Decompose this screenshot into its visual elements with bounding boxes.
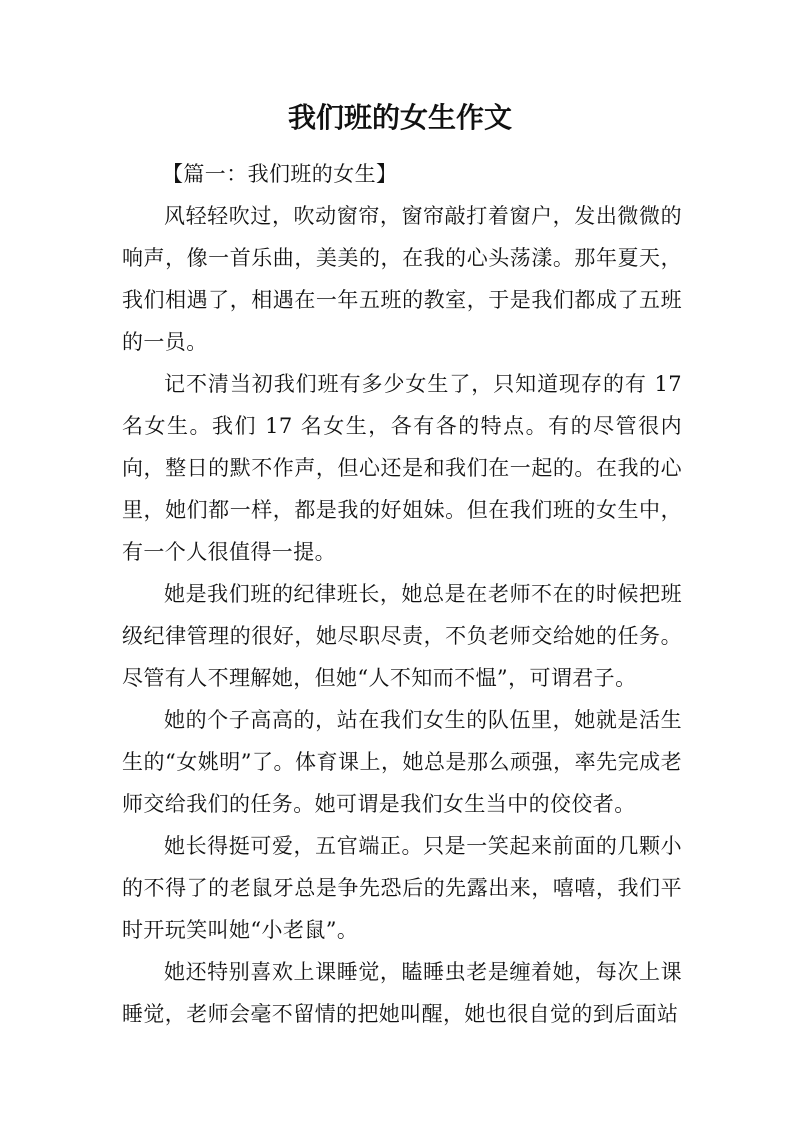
paragraph-3: 她是我们班的纪律班长，她总是在老师不在的时候把班级纪律管理的很好，她尽职尽责，不负老师交给她的任务。尽管有人不理解她，但她“人不知而不愠”，可谓君子。 <box>122 582 682 690</box>
document-body <box>122 153 682 1035</box>
paragraph-5: 她长得挺可爱，五官端正。只是一笑起来前面的几颗小的不得了的老鼠牙总是争先恐后的先露出来，嘻嘻，我们平时开玩笑叫她“小老鼠”。 <box>122 834 682 942</box>
paragraph-6: 她还特别喜欢上课睡觉，瞌睡虫老是缠着她，每次上课睡觉，老师会毫不留情的把她叫醒，她也很自觉的到后面站 <box>122 960 682 1026</box>
paragraph-2: 记不清当初我们班有多少女生了，只知道现存的有 17 名女生。我们 17 名女生，各有各的特点。有的尽管很内向，整日的默不作声，但心还是和我们在一起的。在我的心里，她们都一样，都是我的好姐妹。但在我们班的女生中，有一个人很值得一提。 <box>122 372 682 564</box>
section-heading: 【篇一：我们班的女生】 <box>162 162 398 186</box>
paragraph-4: 她的个子高高的，站在我们女生的队伍里，她就是活生生的“女姚明”了。体育课上，她总是那么顽强，率先完成老师交给我们的任务。她可谓是我们女生当中的佼佼者。 <box>122 708 682 816</box>
document-title: 我们班的女生作文 <box>287 101 512 134</box>
paragraph-1: 风轻轻吹过，吹动窗帘，窗帘敲打着窗户，发出微微的响声，像一首乐曲，美美的，在我的心头荡漾。那年夏天，我们相遇了，相遇在一年五班的教室，于是我们都成了五班的一员。 <box>122 204 682 354</box>
